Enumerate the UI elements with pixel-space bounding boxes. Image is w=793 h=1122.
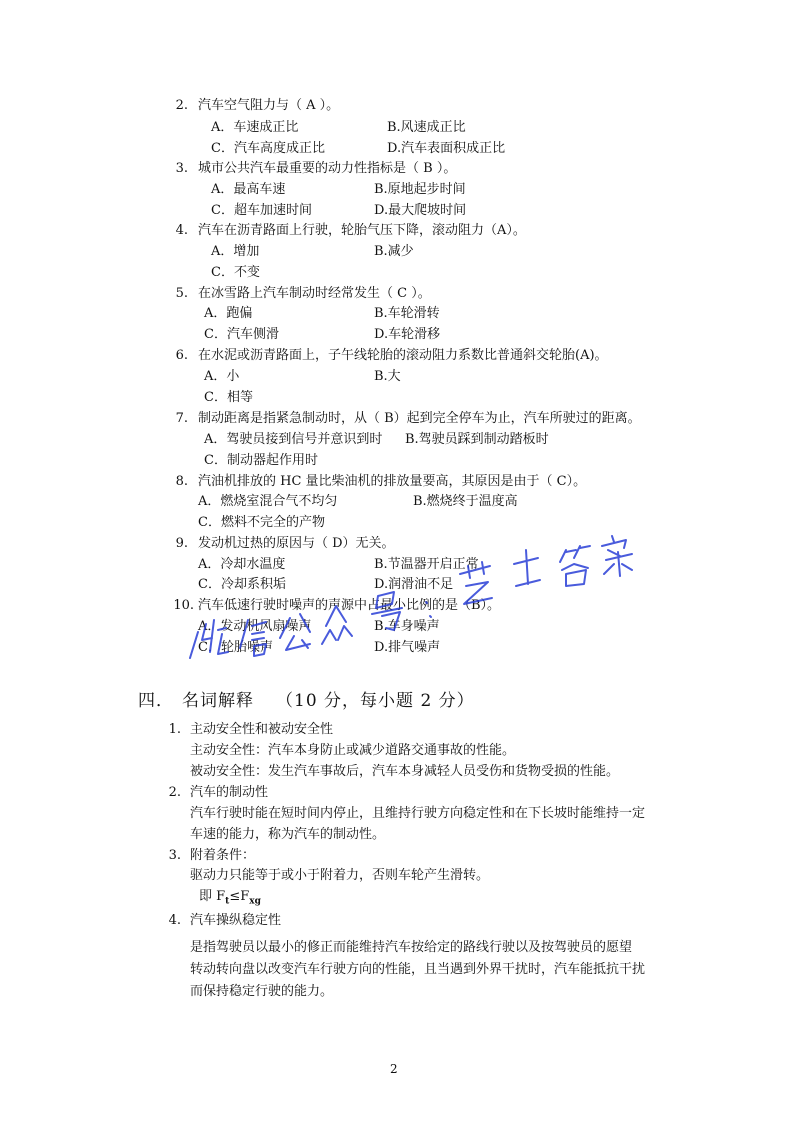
question-stem: 汽油机排放的 HC 量比柴油机的排放量要高，其原因是由于（ C）。: [198, 474, 587, 489]
term-line: 主动安全性：汽车本身防止或减少道路交通事故的性能。: [190, 743, 516, 758]
question-number: 10.: [173, 598, 194, 613]
option-b: B.风速成正比: [387, 120, 466, 135]
term-number: 4.: [168, 913, 181, 928]
page-number: 2: [390, 1062, 398, 1076]
option-b: B.减少: [374, 244, 414, 259]
option-c: C．超车加速时间: [211, 203, 312, 218]
term-heading: 附着条件：: [190, 848, 256, 863]
option-d: D.排气噪声: [374, 640, 441, 655]
question-number: 7.: [175, 411, 188, 426]
option-b: B.原地起步时间: [374, 182, 466, 197]
option-c: C．相等: [204, 390, 253, 405]
adhesion-formula: 即 $F_t\le F_{xg}$: [199, 889, 261, 907]
term-line: 而保持稳定行驶的能力。: [190, 984, 334, 999]
term-number: 2.: [168, 785, 181, 800]
term-heading: 汽车操纵稳定性: [190, 913, 282, 928]
option-a: A．小: [204, 369, 240, 384]
question-number: 9.: [175, 536, 188, 551]
term-heading: 主动安全性和被动安全性: [190, 722, 334, 737]
term-line: 是指驾驶员以最小的修正而能维持汽车按给定的路线行驶以及按驾驶员的愿望: [190, 940, 633, 955]
question-stem: 汽车在沥青路面上行驶，轮胎气压下降，滚动阻力（A）。: [198, 223, 526, 238]
question-number: 3.: [175, 161, 188, 176]
term-line: 车速的能力，称为汽车的制动性。: [190, 827, 386, 842]
term-heading: 汽车的制动性: [190, 785, 269, 800]
question-stem: 城市公共汽车最重要的动力性指标是（ B ）。: [198, 161, 457, 176]
option-a: A．最高车速: [211, 182, 286, 197]
question-number: 4.: [175, 223, 188, 238]
option-d: D.润滑油不足: [374, 577, 454, 592]
question-stem: 制动距离是指紧急制动时，从（ B）起到完全停车为止，汽车所驶过的距离。: [198, 411, 641, 426]
option-b: B.燃烧终于温度高: [413, 494, 518, 509]
option-a: A．冷却水温度: [198, 557, 286, 572]
option-c: C．燃料不完全的产物: [198, 515, 325, 530]
question-stem: 在冰雪路上汽车制动时经常发生（ C ）。: [198, 286, 431, 301]
question-number: 2.: [175, 98, 188, 113]
section-title: 名词解释: [182, 691, 254, 711]
term-number: 1.: [168, 722, 181, 737]
option-d: D.汽车表面积成正比: [387, 141, 506, 156]
option-b: B.节温器开启正常: [374, 557, 479, 572]
option-c: C．制动器起作用时: [204, 453, 318, 468]
option-c: C．不变: [211, 265, 260, 280]
option-b: B.车身噪声: [374, 619, 440, 634]
option-a: A．发动机风扇噪声: [198, 619, 312, 634]
question-stem: 汽车低速行驶时噪声的声源中占最小比例的是（B）。: [198, 598, 501, 613]
option-d: D.最大爬坡时间: [374, 203, 467, 218]
option-a: A．驾驶员接到信号并意识到时: [204, 432, 383, 447]
option-c: C．汽车高度成正比: [211, 141, 325, 156]
option-b: B.驾驶员踩到制动踏板时: [405, 432, 549, 447]
section-score: （10 分，每小题 2 分）: [276, 691, 475, 711]
option-c: C．轮胎噪声: [198, 640, 273, 655]
question-number: 8.: [175, 474, 188, 489]
term-line: 汽车行驶时能在短时间内停止，且维持行驶方向稳定性和在下长坡时能维持一定: [190, 806, 646, 821]
question-stem: 汽车空气阻力与（ A ）。: [198, 98, 340, 113]
option-a: A．车速成正比: [211, 120, 299, 135]
option-a: A．增加: [211, 244, 260, 259]
option-b: B.车轮滑转: [374, 306, 440, 321]
option-a: A．跑偏: [204, 306, 253, 321]
question-stem: 发动机过热的原因与（ D）无关。: [198, 536, 395, 551]
question-number: 6.: [175, 348, 188, 363]
question-stem: 在水泥或沥青路面上，子午线轮胎的滚动阻力系数比普通斜交轮胎(A)。: [198, 348, 608, 363]
term-line: 转动转向盘以改变汽车行驶方向的性能，且当遇到外界干扰时，汽车能抵抗干扰: [190, 962, 646, 977]
section-mark: 四．: [138, 691, 174, 711]
term-line: 被动安全性：发生汽车事故后，汽车本身减轻人员受伤和货物受损的性能。: [190, 764, 620, 779]
question-number: 5.: [175, 286, 188, 301]
term-number: 3.: [168, 848, 181, 863]
option-a: A．燃烧室混合气不均匀: [198, 494, 338, 509]
option-b: B.大: [374, 369, 401, 384]
option-c: C．冷却系积垢: [198, 577, 286, 592]
term-line: 驱动力只能等于或小于附着力，否则车轮产生滑转。: [190, 868, 490, 883]
section-heading: [138, 690, 475, 712]
option-c: C．汽车侧滑: [204, 327, 279, 342]
option-d: D.车轮滑移: [374, 327, 441, 342]
